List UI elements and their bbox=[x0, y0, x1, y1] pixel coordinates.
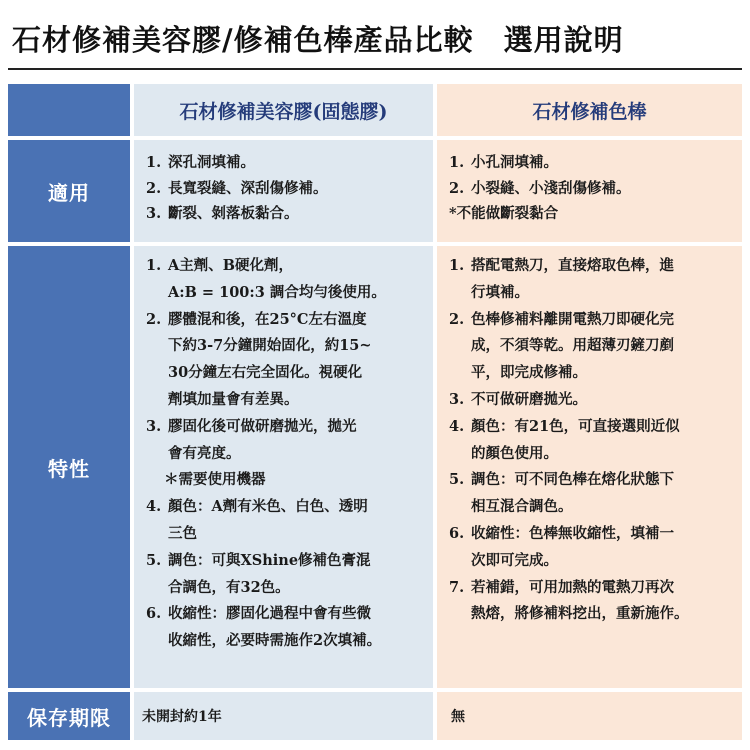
item-text: 會有亮度。 bbox=[168, 444, 241, 462]
list-item-line bbox=[146, 253, 429, 280]
item-text: 膠固化後可做研磨拋光，拋光 bbox=[168, 417, 357, 435]
list-item-line bbox=[146, 307, 429, 334]
item-text: 調色：可與XShine修補色膏混 bbox=[168, 551, 371, 569]
item-text: 斷裂、剝落板黏合。 bbox=[168, 205, 299, 222]
suitable-color-stick-cell bbox=[437, 140, 742, 242]
list-item-line bbox=[449, 548, 738, 575]
list-item-line bbox=[146, 360, 429, 387]
item-number: 5. bbox=[449, 471, 465, 489]
item-text: 深孔洞填補。 bbox=[168, 154, 255, 171]
row-label-features: 特性 bbox=[8, 246, 130, 688]
list-item-line bbox=[449, 307, 738, 334]
list-item-line bbox=[146, 176, 425, 202]
list-item-line bbox=[449, 280, 738, 307]
shelf-life-adhesive: 未開封約1年 bbox=[134, 692, 433, 740]
header-corner bbox=[8, 84, 130, 136]
list-item-line bbox=[146, 521, 429, 548]
row-label-shelf-life: 保存期限 bbox=[8, 692, 130, 740]
list-item-line bbox=[146, 628, 429, 655]
item-text: 膠體混和後，在25°C左右溫度 bbox=[168, 310, 367, 328]
item-text: 次即可完成。 bbox=[471, 551, 558, 569]
item-text: 收縮性：膠固化過程中會有些微 bbox=[168, 605, 371, 623]
list-item-line bbox=[449, 441, 738, 468]
item-number: 2. bbox=[449, 179, 465, 197]
suitable-color-stick-note: *不能做斷裂黏合 bbox=[449, 205, 559, 222]
item-text: 調色：可不同色棒在熔化狀態下 bbox=[471, 471, 674, 489]
list-item-line bbox=[449, 333, 738, 360]
item-number: 6. bbox=[449, 524, 465, 542]
list-item-line bbox=[146, 414, 429, 441]
list-item-line bbox=[146, 601, 429, 628]
item-text: 熱熔，將修補料挖出，重新施作。 bbox=[471, 605, 689, 623]
item-text: 顏色：有21色，可直接選則近似 bbox=[471, 417, 680, 435]
item-number: 1. bbox=[449, 257, 465, 274]
item-text: 合調色，有32色。 bbox=[168, 578, 290, 596]
item-text: 收縮性，必要時需施作2次填補。 bbox=[168, 632, 382, 650]
list-item-line bbox=[146, 280, 429, 307]
item-number: 4. bbox=[146, 498, 162, 516]
item-number: 3. bbox=[146, 417, 162, 435]
item-number: 6. bbox=[146, 605, 162, 623]
list-item-line bbox=[146, 387, 429, 414]
item-text: A:B = 100:3 調合均勻後使用。 bbox=[168, 283, 386, 301]
list-item-line bbox=[449, 414, 738, 441]
list-item-line bbox=[146, 467, 429, 494]
list-item-line bbox=[449, 150, 736, 176]
item-text: 劑填加量會有差異。 bbox=[168, 390, 299, 408]
list-item-line bbox=[449, 494, 738, 521]
list-item-line bbox=[449, 575, 738, 602]
features-color-stick-cell bbox=[437, 246, 742, 688]
row-label-suitable: 適用 bbox=[8, 140, 130, 242]
suitable-adhesive-list bbox=[146, 150, 425, 227]
item-text: 成，不須等乾。用超薄刃鏟刀剷 bbox=[471, 337, 674, 355]
list-item-line bbox=[146, 548, 429, 575]
item-text: 平，即完成修補。 bbox=[471, 364, 587, 382]
list-item-line bbox=[146, 441, 429, 468]
list-item-line bbox=[449, 387, 738, 414]
item-text: 三色 bbox=[168, 524, 197, 542]
list-item-line bbox=[146, 201, 425, 227]
item-text: 若補錯，可用加熱的電熱刀再次 bbox=[471, 578, 674, 596]
features-adhesive-cell bbox=[134, 246, 433, 688]
shelf-life-color-stick: 無 bbox=[437, 692, 742, 740]
column-header-adhesive: 石材修補美容膠(固態膠) bbox=[134, 84, 433, 136]
item-text: 行填補。 bbox=[471, 283, 529, 301]
item-text: 色棒修補料離開電熱刀即硬化完 bbox=[471, 310, 674, 328]
features-adhesive-list bbox=[146, 253, 429, 655]
item-text: 不可做研磨拋光。 bbox=[471, 390, 587, 408]
item-number: 2. bbox=[146, 179, 162, 197]
list-item-line bbox=[146, 575, 429, 602]
column-header-color-stick: 石材修補色棒 bbox=[437, 84, 742, 136]
title-underline bbox=[8, 68, 742, 70]
list-item-line bbox=[449, 176, 736, 202]
suitable-adhesive-cell bbox=[134, 140, 433, 242]
list-item-line bbox=[449, 467, 738, 494]
list-item-line bbox=[146, 333, 429, 360]
list-item-line bbox=[146, 494, 429, 521]
item-text: 收縮性：色棒無收縮性，填補一 bbox=[471, 524, 674, 542]
list-item-line bbox=[449, 521, 738, 548]
item-text: 的顏色使用。 bbox=[471, 444, 558, 462]
item-number: 1. bbox=[146, 154, 162, 171]
item-number: 1. bbox=[449, 154, 465, 171]
list-item-line bbox=[449, 253, 738, 280]
item-number: 3. bbox=[449, 390, 465, 408]
list-item-line bbox=[449, 601, 738, 628]
item-text: 30分鐘左右完全固化。視硬化 bbox=[168, 364, 363, 382]
item-number: 4. bbox=[449, 417, 465, 435]
item-text: ＊需要使用機器 bbox=[164, 471, 266, 489]
list-item-line bbox=[146, 150, 425, 176]
item-text: 小孔洞填補。 bbox=[471, 154, 558, 171]
list-item-line bbox=[449, 360, 738, 387]
item-number: 5. bbox=[146, 551, 162, 569]
item-number: 7. bbox=[449, 578, 465, 596]
suitable-color-stick-list bbox=[449, 150, 736, 201]
item-text: 下約3-7分鐘開始固化，約15~ bbox=[168, 337, 372, 355]
item-text: 長寬裂縫、深刮傷修補。 bbox=[168, 179, 328, 197]
item-text: 相互混合調色。 bbox=[471, 498, 573, 516]
item-text: 小裂縫、小淺刮傷修補。 bbox=[471, 179, 631, 197]
page-title: 石材修補美容膠/修補色棒產品比較 選用說明 bbox=[12, 23, 624, 57]
item-text: 搭配電熱刀，直接熔取色棒，進 bbox=[471, 257, 674, 274]
item-text: A主劑、B硬化劑， bbox=[168, 257, 294, 274]
item-number: 2. bbox=[449, 310, 465, 328]
item-number: 1. bbox=[146, 257, 162, 274]
item-number: 2. bbox=[146, 310, 162, 328]
features-color-stick-list bbox=[449, 253, 738, 628]
item-number: 3. bbox=[146, 205, 162, 222]
item-text: 顏色：A劑有米色、白色、透明 bbox=[168, 498, 368, 516]
